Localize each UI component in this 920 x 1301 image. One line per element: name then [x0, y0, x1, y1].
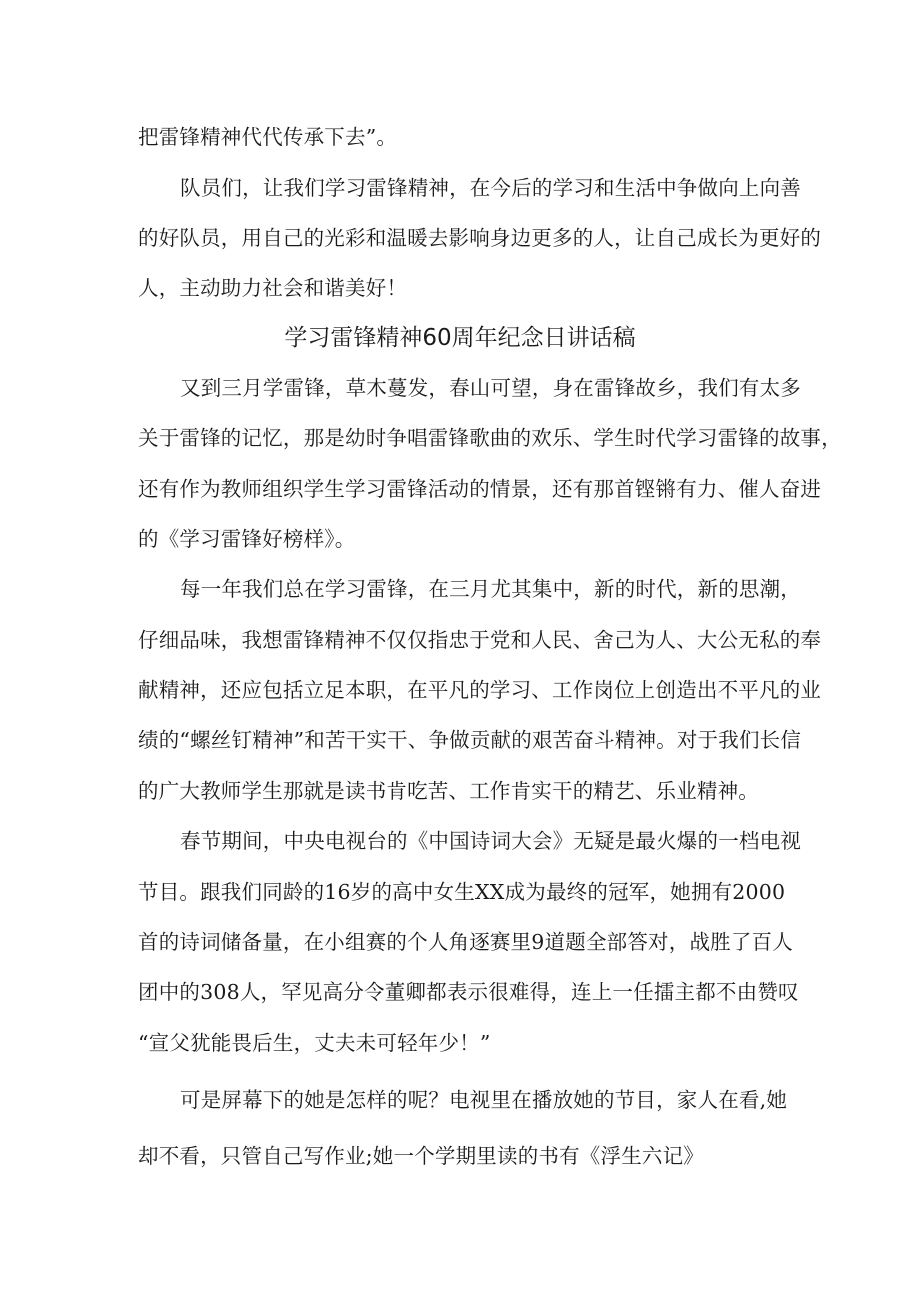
- text-line: 献精神，还应包括立足本职，在平凡的学习、工作岗位上创造出不平凡的业: [138, 678, 822, 702]
- text-line: 人，主动助力社会和谐美好！: [138, 276, 408, 300]
- text-line: 绩的“螺丝钉精神”和苦干实干、争做贡献的艰苦奋斗精神。对于我们长信: [138, 728, 802, 752]
- text-line: 队员们，让我们学习雷锋精神，在今后的学习和生活中争做向上向善: [180, 176, 801, 200]
- text-line: 首的诗词储备量，在小组赛的个人角逐赛里9道题全部答对，战胜了百人: [138, 930, 793, 954]
- text-line: 还有作为教师组织学生学习雷锋活动的情景，还有那首铿锵有力、催人奋进: [138, 477, 822, 501]
- text-line: 的好队员，用自己的光彩和温暖去影响身边更多的人，让自己成长为更好的: [138, 226, 822, 250]
- text-line: 把雷锋精神代代传承下去”。: [138, 125, 398, 149]
- text-line: 关于雷锋的记忆，那是幼时争唱雷锋歌曲的欢乐、学生时代学习雷锋的故事，: [138, 426, 842, 450]
- text-line: 仔细品味，我想雷锋精神不仅仅指忠于党和人民、舍己为人、大公无私的奉: [138, 628, 822, 652]
- text-line: 可是屏幕下的她是怎样的呢？电视里在播放她的节目，家人在看,她: [180, 1088, 788, 1112]
- text-line: “宣父犹能畏后生，丈夫未可轻年少！”: [138, 1031, 491, 1055]
- text-line: 团中的308人，罕见高分令董卿都表示很难得，连上一任擂主都不由赞叹: [138, 980, 799, 1004]
- text-line: 却不看，只管自己写作业;她一个学期里读的书有《浮生六记》: [138, 1144, 705, 1168]
- text-line: 每一年我们总在学习雷锋，在三月尤其集中，新的时代，新的思潮，: [180, 577, 801, 601]
- text-line: 又到三月学雷锋，草木蔓发，春山可望，身在雷锋故乡，我们有太多: [180, 376, 801, 400]
- text-line: 的《学习雷锋好榜样》。: [138, 527, 356, 551]
- text-line: 的广大教师学生那就是读书肯吃苦、工作肯实干的精艺、乐业精神。: [138, 779, 759, 803]
- text-line: 节目。跟我们同龄的16岁的高中女生XX成为最终的冠军，她拥有2000: [138, 880, 786, 904]
- page-title: 学习雷锋精神60周年纪念日讲话稿: [284, 325, 636, 351]
- text-line: 春节期间，中央电视台的《中国诗词大会》无疑是最火爆的一档电视: [180, 829, 801, 853]
